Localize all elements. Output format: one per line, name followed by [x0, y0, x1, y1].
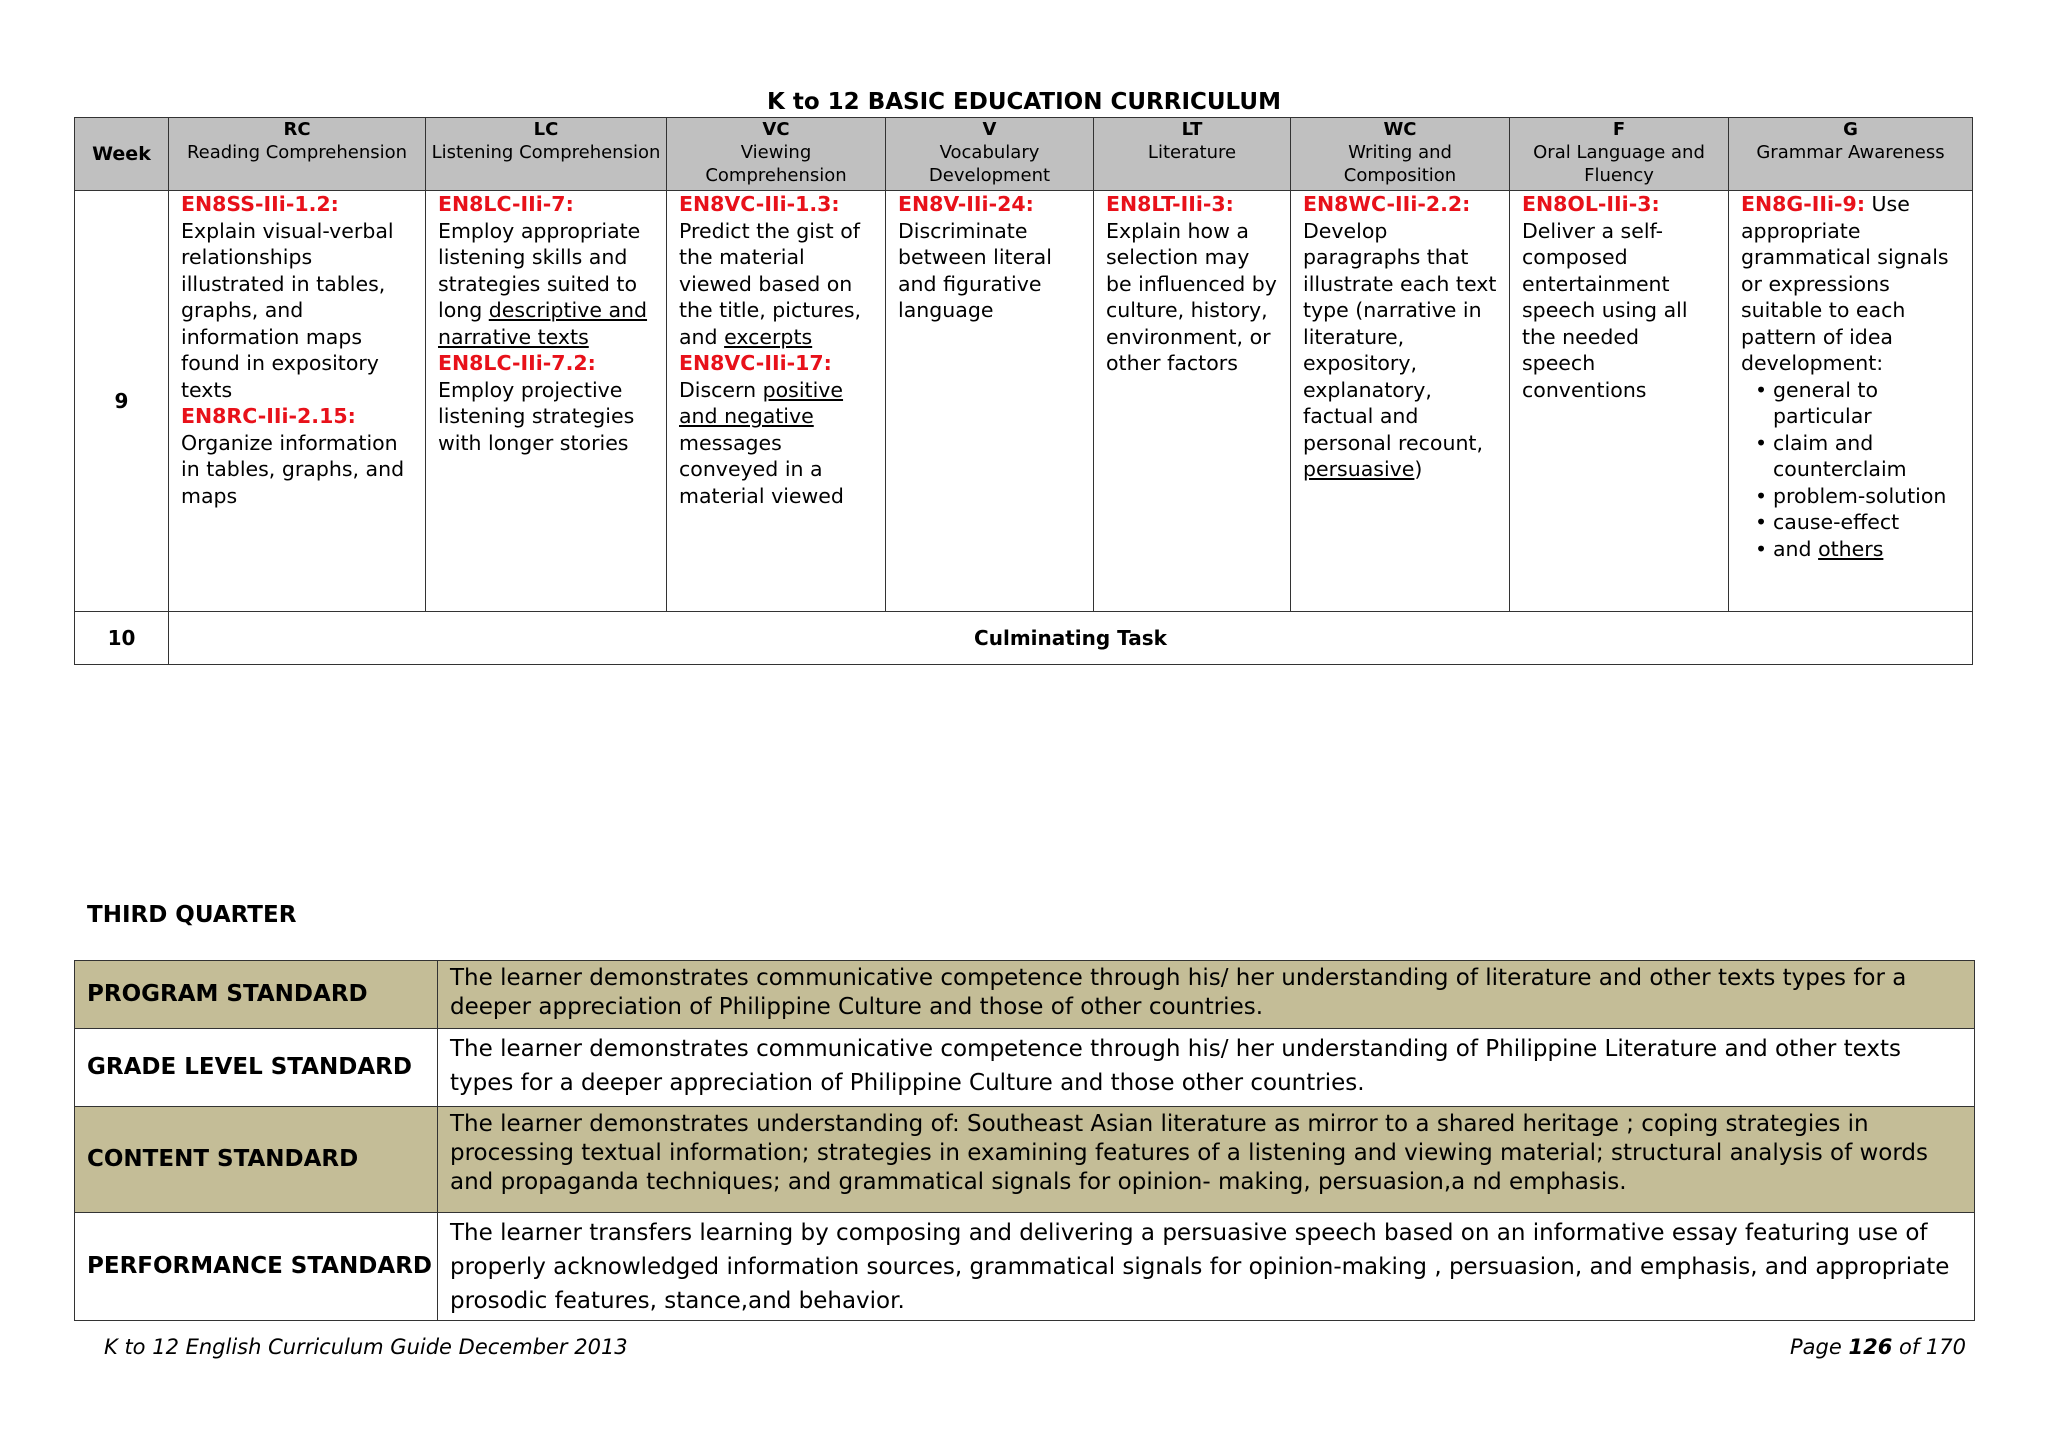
competency-code: EN8VC-IIi-17: [679, 351, 832, 375]
header-row [75, 118, 1973, 191]
week-number: 9 [75, 191, 169, 612]
standard-label: PERFORMANCE STANDARD [75, 1213, 438, 1321]
list-item: • problem-solution [1773, 483, 1962, 510]
competency-text: ) [1414, 457, 1423, 481]
standard-label: CONTENT STANDARD [75, 1107, 438, 1213]
week-header: Week [75, 118, 169, 191]
culminating-task: Culminating Task [169, 612, 1973, 665]
column-header-vc: VC Viewing Comprehension [667, 118, 886, 191]
competency-code: EN8LC-IIi-7.2: [438, 351, 596, 375]
footer-page-number: Page 126 of 170 [1790, 1335, 1966, 1359]
footer-guide-title: K to 12 English Curriculum Guide December 2013 [104, 1335, 628, 1359]
competency-text: Predict the gist of the material viewed based on the title, pictures, and [679, 218, 862, 349]
pattern-list [1741, 377, 1962, 563]
standards-table [74, 960, 1975, 1321]
standard-row [75, 1107, 1975, 1213]
competency-text: Discriminate between literal and figurative language [898, 218, 1052, 322]
lt-cell [1094, 191, 1291, 612]
quarter-heading: THIRD QUARTER [87, 902, 297, 928]
list-item: • and others [1773, 536, 1962, 563]
competency-text-underlined: excerpts [724, 324, 813, 349]
v-cell [886, 191, 1094, 612]
competency-text-underlined: descriptive and narrative texts [438, 298, 648, 349]
list-item-underlined: others [1818, 536, 1884, 561]
competency-code: EN8LC-IIi-7: [438, 192, 574, 216]
week-10-row [75, 612, 1973, 665]
standard-text: The learner transfers learning by composing and delivering a persuasive speech based on an informative essay featuring use of properly acknowledged information sources, grammatical signals for opinion-making , persuasion, and emphasis, and appropriate prosodic features, stance,and behavior. [438, 1213, 1975, 1321]
standard-row [75, 1029, 1975, 1107]
competency-code: EN8SS-IIi-1.2: [181, 192, 339, 216]
document-title: K to 12 BASIC EDUCATION CURRICULUM [767, 89, 1281, 115]
rc-cell [169, 191, 426, 612]
wc-cell [1291, 191, 1510, 612]
standard-text: The learner demonstrates understanding of: Southeast Asian literature as mirror to a shared heritage ; coping strategies in processing textual information; strategies in examining features of a listening and viewing material; structural analysis of words and propaganda techniques; and grammatical signals for opinion- making, persuasion,a nd emphasis. [438, 1107, 1975, 1213]
standard-text: The learner demonstrates communicative competence through his/ her understanding of Philippine Literature and other texts types for a deeper appreciation of Philippine Culture and those other countries. [438, 1029, 1975, 1107]
lc-cell [426, 191, 667, 612]
column-header-v: V Vocabulary Development [886, 118, 1094, 191]
standard-text: The learner demonstrates communicative competence through his/ her understanding of literature and other texts types for a deeper appreciation of Philippine Culture and those of other countries. [438, 961, 1975, 1029]
competency-text: Employ appropriate listening skills and strategies suited to long [438, 218, 641, 322]
list-item: • cause-effect [1773, 509, 1962, 536]
vc-cell [667, 191, 886, 612]
competency-code: EN8G-IIi-9: [1741, 192, 1866, 216]
column-header-lt: LT Literature [1094, 118, 1291, 191]
week-number: 10 [75, 612, 169, 665]
competency-code: EN8RC-IIi-2.15: [181, 404, 356, 428]
competency-code: EN8LT-IIi-3: [1106, 192, 1234, 216]
competency-code: EN8WC-IIi-2.2: [1303, 192, 1471, 216]
competency-text-underlined: persuasive [1303, 457, 1415, 481]
competency-code: EN8V-IIi-24: [898, 192, 1034, 216]
standard-row [75, 1213, 1975, 1321]
competency-text: Employ projective listening strategies with longer stories [438, 377, 635, 455]
competency-text: Use appropriate grammatical signals or expressions suitable to each pattern of idea development: [1741, 192, 1949, 375]
f-cell [1510, 191, 1729, 612]
competency-text: messages conveyed in a material viewed [679, 430, 844, 508]
standard-label: PROGRAM STANDARD [75, 961, 438, 1029]
list-item: • claim and counterclaim [1773, 430, 1962, 483]
standard-row [75, 961, 1975, 1029]
competency-text: Explain visual-verbal relationships illustrated in tables, graphs, and information maps found in expository texts [181, 218, 394, 402]
column-header-wc: WC Writing and Composition [1291, 118, 1510, 191]
competency-text: Develop paragraphs that illustrate each text type (narrative in literature, expository, explanatory, factual and personal recount, [1303, 218, 1497, 455]
competency-code: EN8VC-IIi-1.3: [679, 192, 840, 216]
competency-text: Organize information in tables, graphs, and maps [181, 430, 405, 508]
competency-text: Deliver a self-composed entertainment speech using all the needed speech conventions [1522, 218, 1688, 402]
week-9-row [75, 191, 1973, 612]
competency-text-underlined: positive and negative [679, 377, 844, 428]
competency-code: EN8OL-IIi-3: [1522, 192, 1660, 216]
column-header-rc: RC Reading Comprehension [169, 118, 426, 191]
list-item: • general to particular [1773, 377, 1962, 430]
column-header-f: F Oral Language and Fluency [1510, 118, 1729, 191]
competency-text: Explain how a selection may be influenced by culture, history, environment, or other factors [1106, 218, 1277, 375]
competency-text: Discern [679, 377, 763, 402]
column-header-g: G Grammar Awareness [1729, 118, 1973, 191]
g-cell [1729, 191, 1973, 612]
curriculum-table [74, 117, 1973, 665]
column-header-lc: LC Listening Comprehension [426, 118, 667, 191]
standard-label: GRADE LEVEL STANDARD [75, 1029, 438, 1107]
